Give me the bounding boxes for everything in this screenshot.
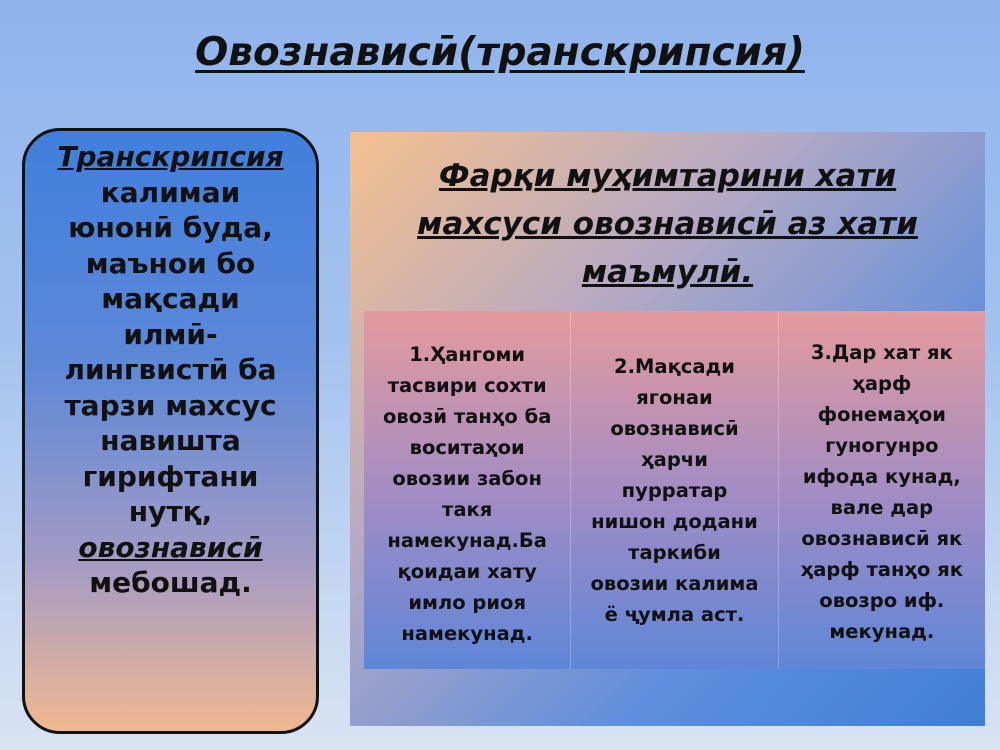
differences-columns — [364, 311, 985, 669]
differences-panel — [350, 132, 985, 726]
definition-line-9: гирифтани — [82, 459, 259, 493]
definition-line-6: лингвистӣ ба — [64, 353, 277, 386]
difference-text-2: 2.Мақсади ягонаи овознависӣ ҳарчи пурратар нишон додани таркиби овозии калима ё ҷумла аст. — [590, 355, 759, 626]
difference-column-3 — [779, 311, 985, 669]
definition-line-4: мақсади — [101, 282, 240, 315]
difference-text-3: 3.Дар хат як ҳарф фонемаҳои гуногунро ифода кунад, вале дар овознависӣ як ҳарф танҳо як овозро иф. мекунад. — [800, 341, 963, 643]
definition-line-1: калимаи — [100, 175, 241, 209]
definition-line-2: юнонӣ буда, — [68, 211, 273, 244]
definition-line-8: навишта — [100, 424, 241, 457]
definition-box — [22, 128, 319, 734]
definition-line-3: маънои бо — [85, 246, 256, 280]
definition-last-line: мебошад. — [89, 566, 252, 599]
slide-title: Овознависӣ(транскрипсия) — [195, 30, 805, 75]
difference-column-1 — [364, 311, 571, 669]
term-transcription: Транскрипсия — [57, 140, 284, 173]
definition-line-5: илмӣ- — [123, 317, 218, 351]
definition-line-10: нутқ, — [128, 495, 213, 528]
difference-column-2 — [571, 311, 778, 669]
difference-text-1: 1.Ҳангоми тасвири сохти овозӣ танҳо ба воситаҳои овозии забон такя намекунад.Ба қоидаи хату имло риоя намекунад. — [382, 343, 552, 645]
definition-line-7: тарзи махсус — [64, 388, 277, 422]
differences-title: Фарқи муҳимтарини хати махсуси овознависӣ аз хати маъмулӣ. — [417, 158, 918, 290]
term-ovoznavisi: овознависӣ — [78, 530, 263, 564]
